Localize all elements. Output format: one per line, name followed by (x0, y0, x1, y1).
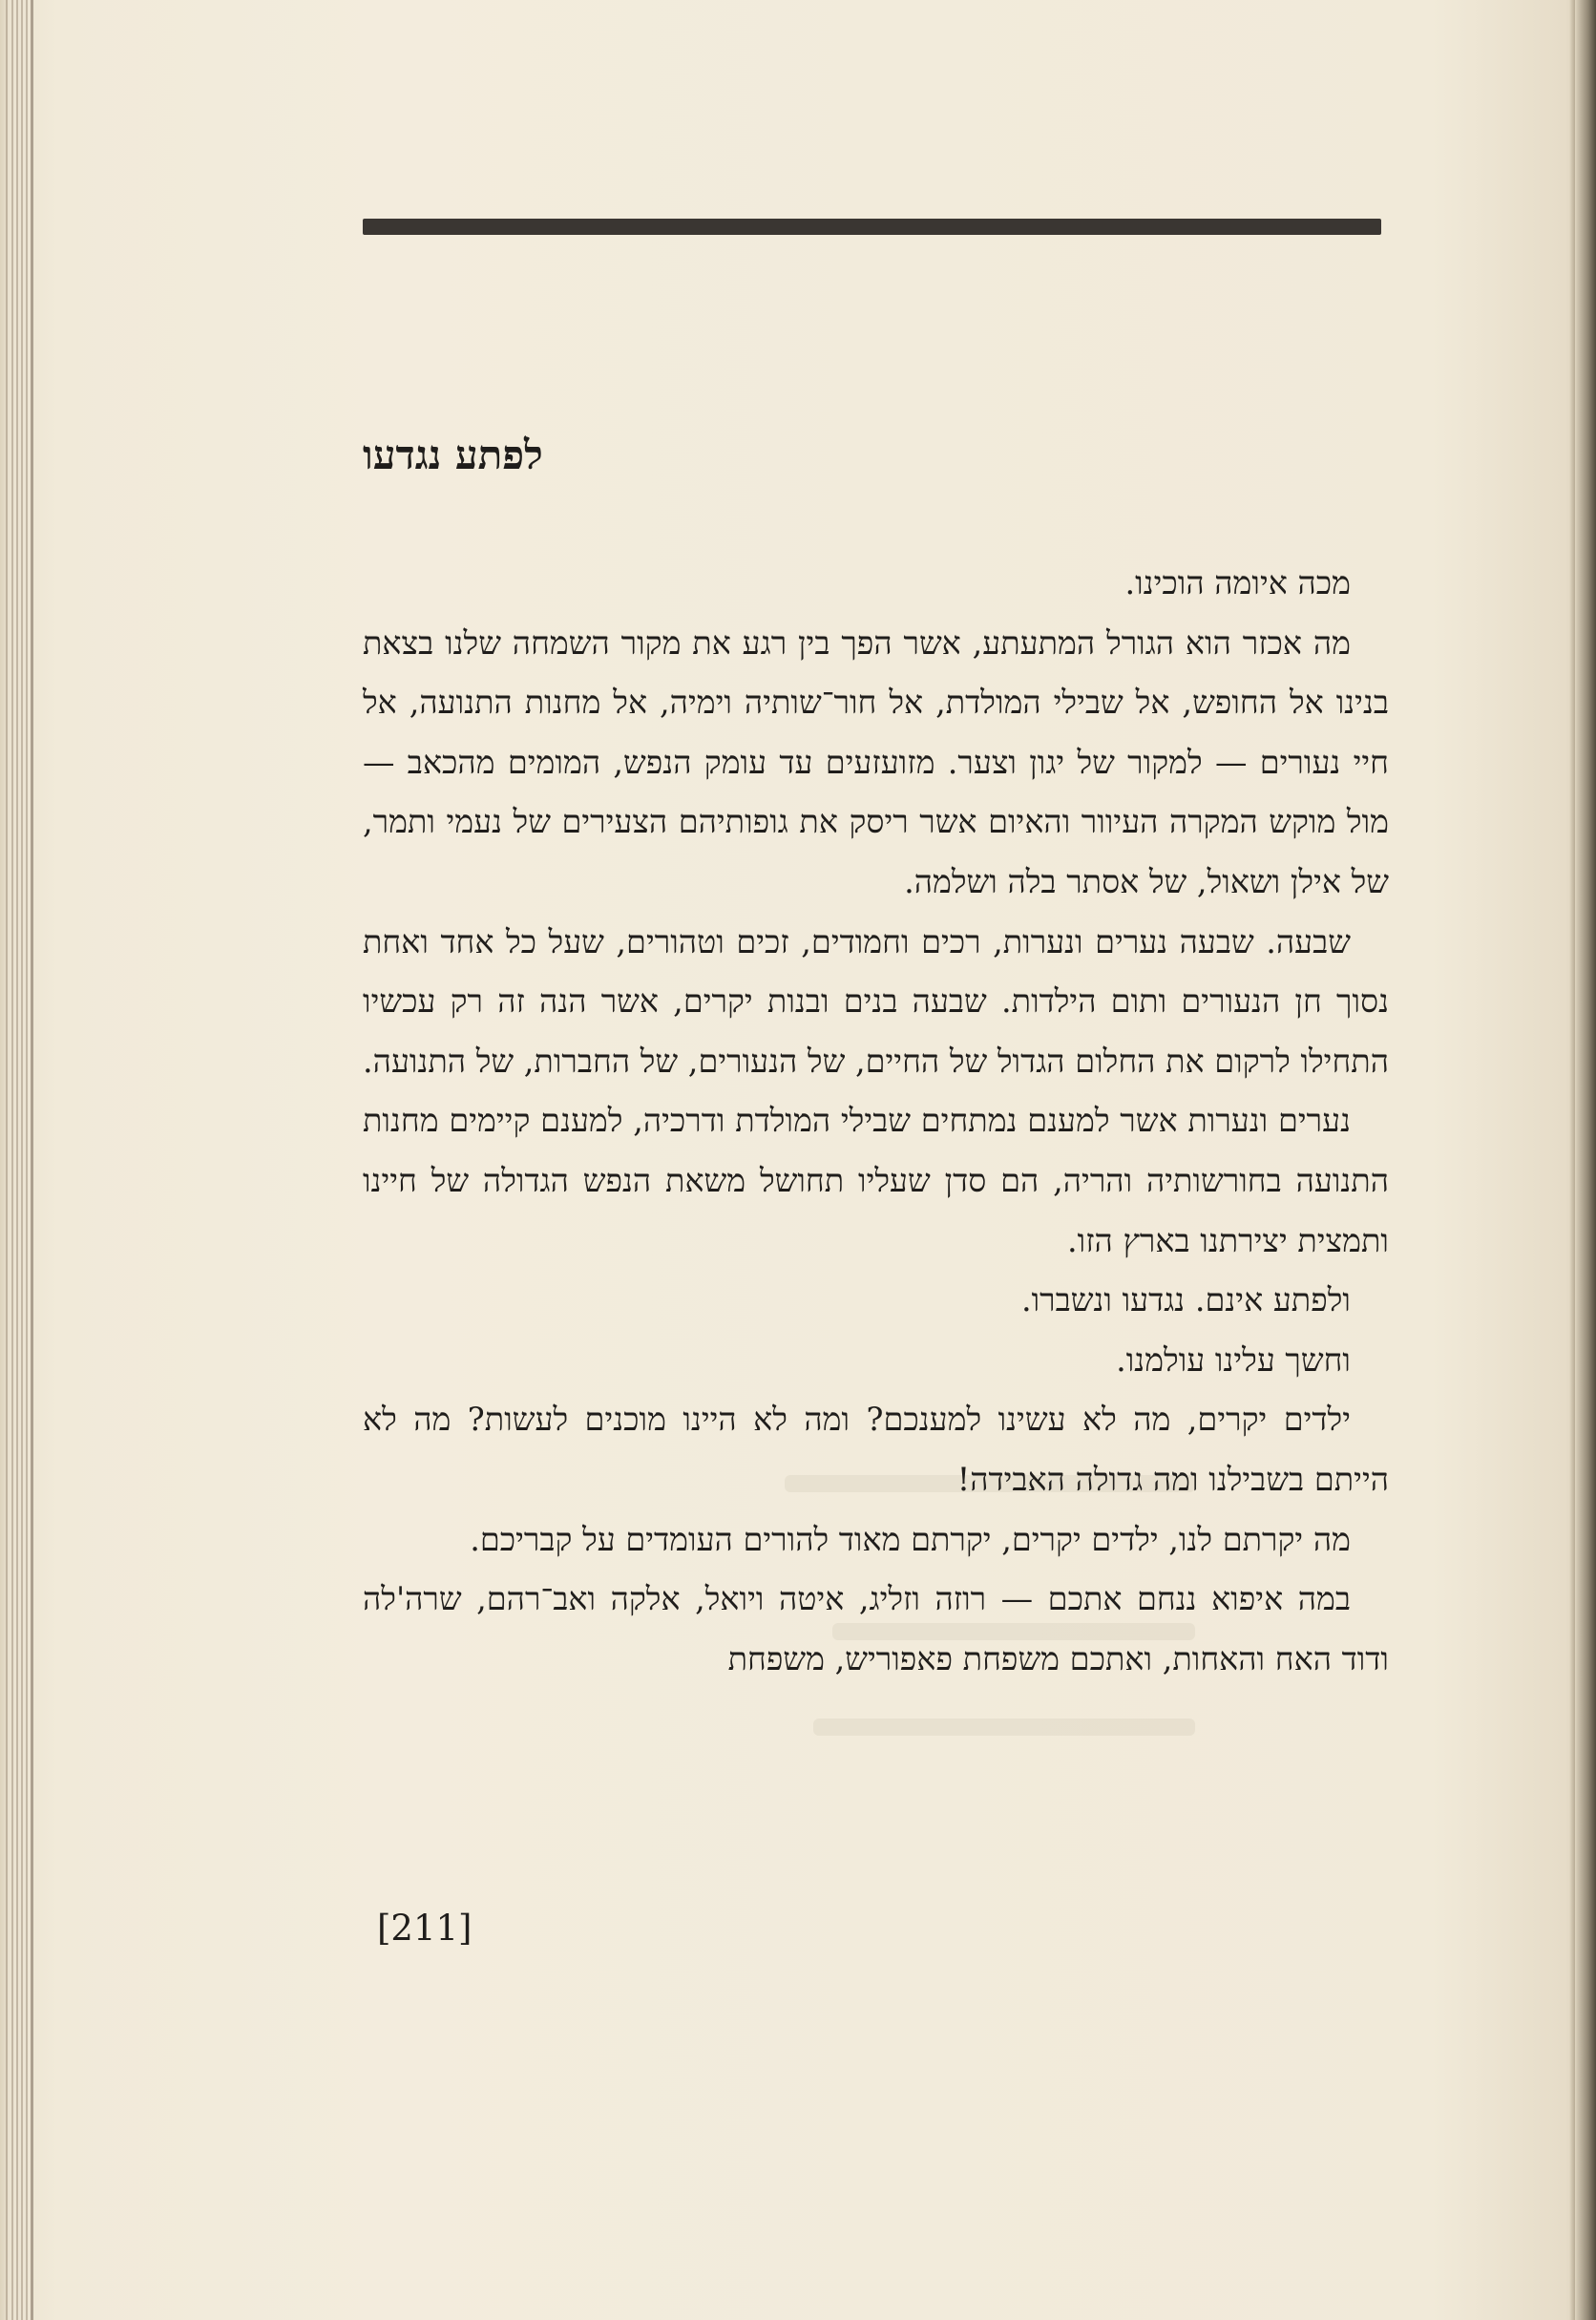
paragraph: ילדים יקרים, מה לא עשינו למענכם? ומה לא היינו מוכנים לעשות? מה לא הייתם בשבילנו ומה גדולה האבידה! (363, 1401, 1389, 1498)
paragraph: ולפתע אינם. נגדעו ונשברו. (1020, 1281, 1351, 1319)
paragraph: נערים ונערות אשר למענם נמתחים שבילי המולדת ודרכיה, למענם קיימים מחנות התנועה בחורשותיה והריה, הם סדן שעליו תחושל משאת הנפש הגדולה של חיינו ותמצית יצירתנו בארץ הזו. (363, 1102, 1389, 1259)
paragraph: מה אכזר הוא הגורל המתעתע, אשר הפך בין רגע את מקור השמחה שלנו בצאת בנינו אל החופש, אל שבילי המולדת, אל חור־שותיה וימיה, אל מחנות התנועה, אל חיי נעורים — למקור של יגון וצער. מזועזעים עד עומק הנפש, המומים מהכאב — מול מוקש המקרה העיוור והאיום אשר ריסק את גופותיהם הצעירים של נעמי ותמר, של אילן ושאול, של אסתר בלה ושלמה. (363, 623, 1389, 900)
page-edges (0, 0, 38, 2320)
paragraph: וחשך עלינו עולמנו. (1116, 1340, 1351, 1379)
paragraph: מכה איומה הוכינו. (1124, 564, 1351, 601)
header-rule (363, 219, 1381, 235)
paragraph: מה יקרתם לנו, ילדים יקרים, יקרתם מאוד להורים העומדים על קבריכם. (470, 1520, 1351, 1558)
show-through (813, 1719, 1195, 1736)
binding-shadow (1575, 0, 1596, 2320)
chapter-title (363, 432, 1381, 479)
page-number: [211] (377, 1908, 472, 1949)
paragraph: במה איפוא ננחם אתכם — רוזה וזליג, איטה ויואל, אלקה ואב־רהם, שרה'לה ודוד האח והאחות, ואתכם משפחת פאפוריש, משפחת (363, 1580, 1389, 1677)
chapter-title-text: לפתע נגדעו (363, 432, 543, 478)
body-text (363, 554, 1389, 1689)
paragraph: שבעה. שבעה נערים ונערות, רכים וחמודים, זכים וטהורים, שעל כל אחד ואחת נסוך חן הנעורים ותום הילדות. שבעה בנים ובנות יקרים, אשר הנה זה רק עכשיו התחילו לרקום את החלום הגדול של החיים, של הנעורים, של החברות, של התנועה. (363, 922, 1389, 1080)
